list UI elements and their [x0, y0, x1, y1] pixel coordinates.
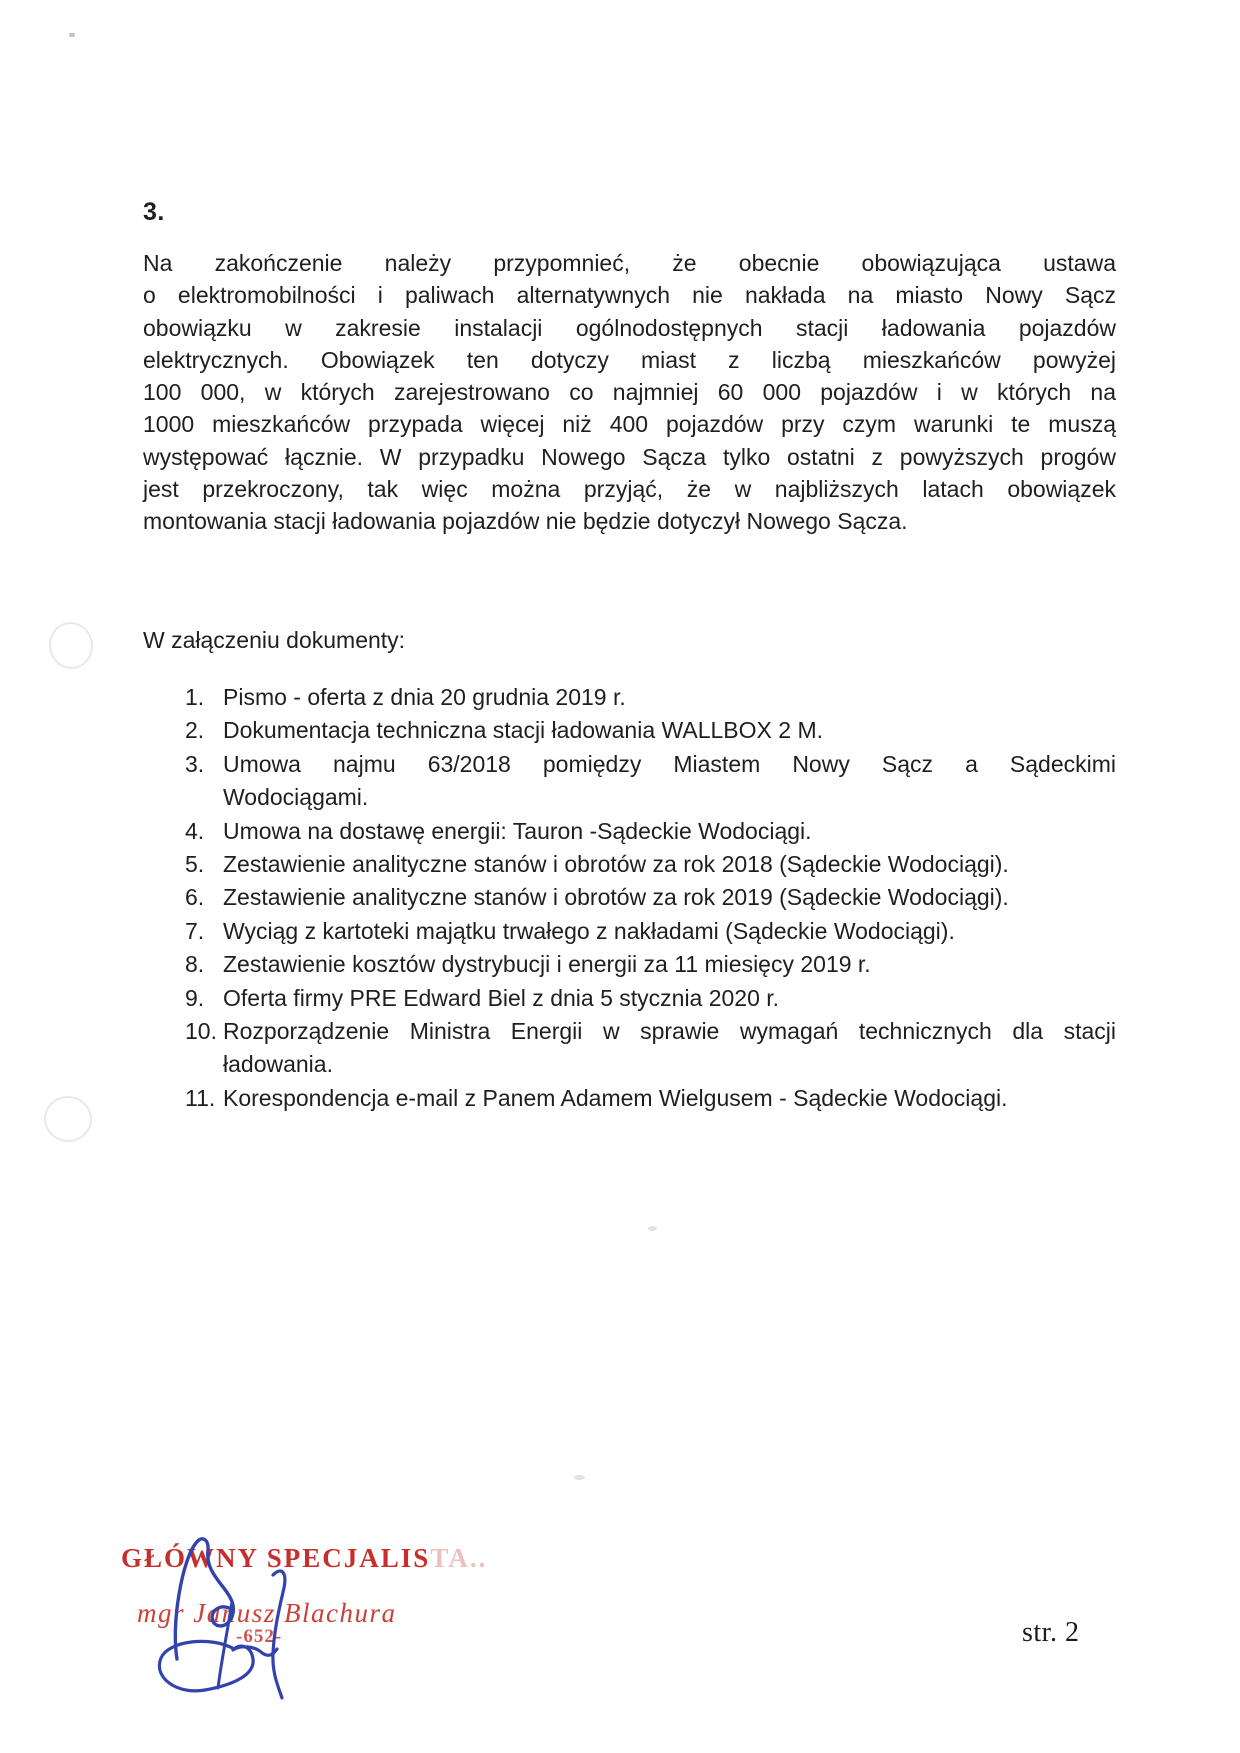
list-item [185, 714, 1116, 747]
list-item-number: 2. [185, 717, 205, 744]
stamp-code: -652- [236, 1626, 283, 1647]
list-item [185, 982, 1116, 1015]
list-item [185, 881, 1116, 914]
list-item-line: Korespondencja e-mail z Panem Adamem Wielgusem - Sądeckie Wodociągi. [223, 1084, 1008, 1111]
list-item-line: Oferta firmy PRE Edward Biel z dnia 5 stycznia 2020 r. [223, 984, 780, 1011]
list-item-line: ładowania. [223, 1051, 333, 1078]
attachments-list [185, 681, 1116, 1115]
section-heading: 3. [143, 198, 165, 226]
list-item-number: 5. [185, 851, 205, 878]
list-item-number: 9. [185, 984, 205, 1011]
list-item [185, 848, 1116, 881]
list-item-text [223, 915, 1116, 948]
page-number: str. 2 [1022, 1617, 1080, 1648]
list-item-line: Zestawienie analityczne stanów i obrotów za rok 2018 (Sądeckie Wodociągi). [223, 851, 1009, 878]
list-item-line: Wyciąg z kartoteki majątku trwałego z nakładami (Sądeckie Wodociągi). [223, 917, 955, 944]
paragraph-line: o elektromobilności i paliwach alternatywnych nie nakłada na miasto Nowy Sącz [143, 282, 1116, 309]
paragraph-line: obowiązku w zakresie instalacji ogólnodostępnych stacji ładowania pojazdów [143, 314, 1116, 341]
attachments-intro: W załączeniu dokumenty: [143, 627, 406, 653]
list-item-text [223, 1015, 1116, 1082]
list-item [185, 915, 1116, 948]
list-item-line: Dokumentacja techniczna stacji ładowania WALLBOX 2 M. [223, 717, 823, 744]
list-item [185, 1082, 1116, 1115]
list-item-text [223, 881, 1116, 914]
list-item-text [223, 681, 1116, 714]
paragraph-line: występować łącznie. W przypadku Nowego Sącza tylko ostatni z powyższych progów [143, 443, 1116, 470]
stamp-title-faded: TA.. [430, 1543, 488, 1573]
list-item [185, 748, 1116, 815]
paragraph-line: 100 000, w których zarejestrowano co najmniej 60 000 pojazdów i w których na [143, 379, 1116, 406]
list-item-number: 11. [185, 1084, 216, 1111]
punch-hole-mark-bottom [42, 1094, 95, 1145]
scan-smudge [648, 1226, 657, 1231]
list-item-text [223, 714, 1116, 747]
list-item-line: Pismo - oferta z dnia 20 grudnia 2019 r. [223, 684, 626, 710]
body-paragraph [143, 247, 1116, 538]
list-item-number: 4. [185, 817, 205, 844]
list-item-number: 10. [185, 1018, 217, 1045]
list-item-number: 1. [185, 684, 205, 710]
list-item [185, 1015, 1116, 1082]
list-item-text [223, 948, 1116, 981]
paragraph-line: elektrycznych. Obowiązek ten dotyczy miast z liczbą mieszkańców powyżej [143, 346, 1116, 373]
scan-smudge [574, 1475, 585, 1480]
stamp-title-text: GŁÓWNY SPECJALIS [121, 1543, 431, 1573]
list-item-number: 8. [185, 951, 205, 978]
list-item-text [223, 748, 1116, 815]
list-item-line: Wodociągami. [223, 784, 369, 811]
list-item-line: Umowa na dostawę energii: Tauron -Sądeckie Wodociągi. [223, 817, 812, 844]
paragraph-line: montowania stacji ładowania pojazdów nie będzie dotyczył Nowego Sącza. [143, 508, 908, 535]
list-item-number: 3. [185, 750, 205, 777]
signature-strokes-svg [130, 1528, 330, 1728]
list-item [185, 948, 1116, 981]
stamp-name: mgr Janusz Blachura [137, 1598, 397, 1628]
list-item-text [223, 982, 1116, 1015]
list-item-text [223, 848, 1116, 881]
list-item [185, 681, 1116, 714]
list-item-text [223, 815, 1116, 848]
paragraph-line: jest przekroczony, tak więc można przyjąć, że w najbliższych latach obowiązek [143, 476, 1116, 503]
paragraph-line: 1000 mieszkańców przypada więcej niż 400 pojazdów przy czym warunki te muszą [143, 411, 1116, 438]
punch-hole-mark-top [46, 619, 96, 672]
list-item-line: Rozporządzenie Ministra Energii w sprawie wymagań technicznych dla stacji [223, 1018, 1116, 1045]
list-item-text [223, 1082, 1116, 1115]
list-item-number: 7. [185, 917, 205, 944]
list-item-line: Umowa najmu 63/2018 pomiędzy Miastem Nowy Sącz a Sądeckimi [223, 750, 1116, 777]
list-item-line: Zestawienie analityczne stanów i obrotów za rok 2019 (Sądeckie Wodociągi). [223, 884, 1009, 911]
list-item [185, 815, 1116, 848]
scan-speck [69, 33, 75, 37]
list-item-line: Zestawienie kosztów dystrybucji i energii za 11 miesięcy 2019 r. [223, 951, 871, 978]
paragraph-line: Na zakończenie należy przypomnieć, że obecnie obowiązująca ustawa [143, 250, 1116, 276]
signature-ink [130, 1528, 330, 1728]
list-item-number: 6. [185, 884, 205, 911]
